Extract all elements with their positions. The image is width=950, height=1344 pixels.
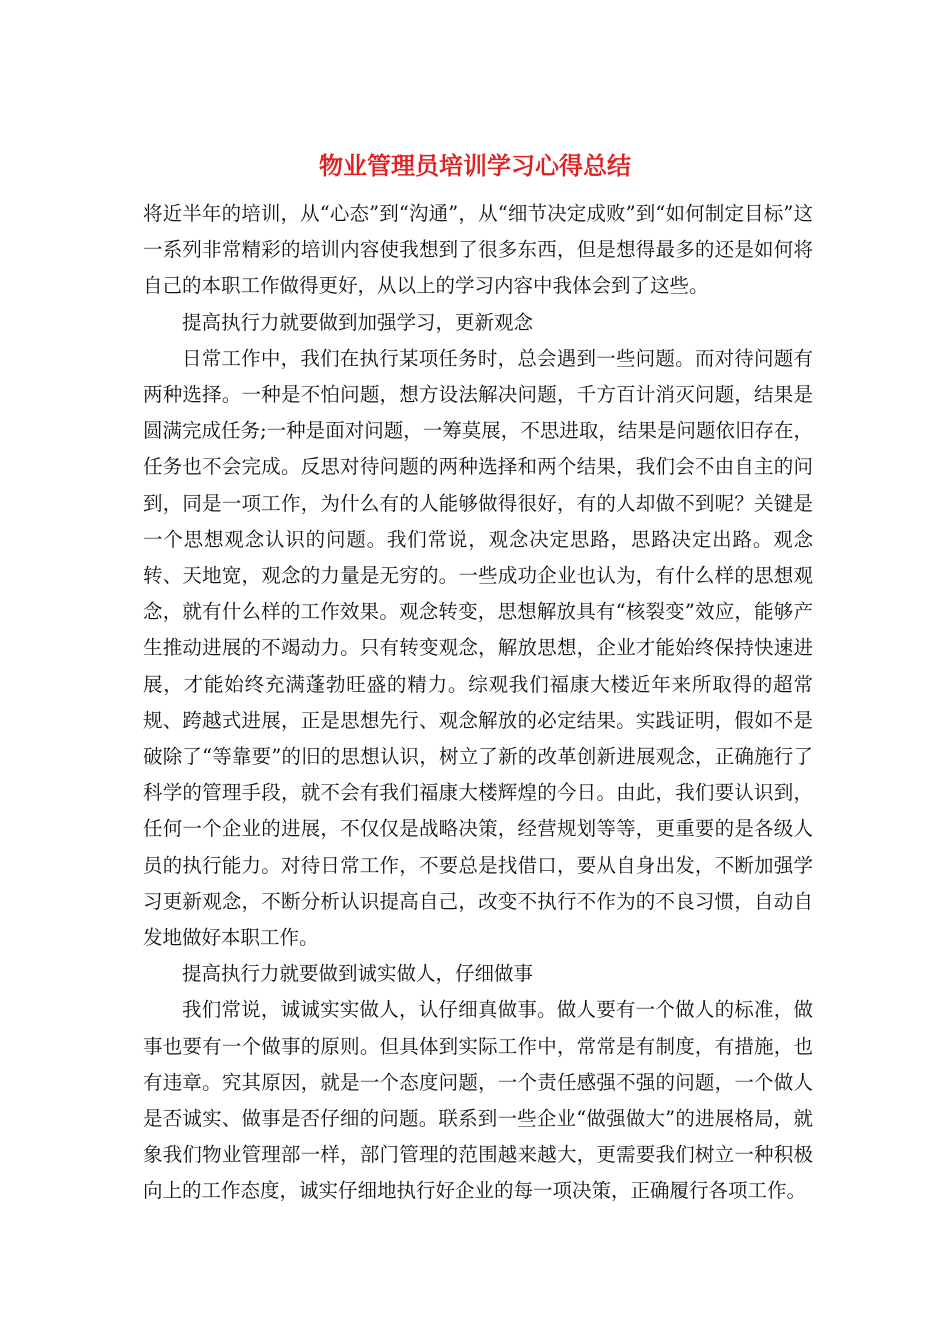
document-body xyxy=(143,196,813,1210)
body-paragraph-honesty: 我们常说，诚诚实实做人，认仔细真做事。做人要有一个做人的标准，做事也要有一个做事的原则。但具体到实际工作中，常常是有制度，有措施，也有违章。究其原因，就是一个态度问题，一个责任感强不强的问题，一个做人是否诚实、做事是否仔细的问题。联系到一些企业“做强做大”的进展格局，就象我们物业管理部一样，部门管理的范围越来越大，更需要我们树立一种积极向上的工作态度，诚实仔细地执行好企业的每一项决策，正确履行各项工作。 xyxy=(143,998,813,1203)
body-paragraph-learning: 日常工作中，我们在执行某项任务时，总会遇到一些问题。而对待问题有两种选择。一种是不怕问题，想方设法解决问题，千方百计消灭问题，结果是圆满完成任务;一种是面对问题，一筹莫展，不思进取，结果是问题依旧存在，任务也不会完成。反思对待问题的两种选择和两个结果，我们会不由自主的问到，同是一项工作，为什么有的人能够做得很好，有的人却做不到呢？关键是一个思想观念认识的问题。我们常说，观念决定思路，思路决定出路。观念转、天地宽，观念的力量是无穷的。一些成功企业也认为，有什么样的思想观念，就有什么样的工作效果。观念转变，思想解放具有“核裂变”效应，能够产生推动进展的不竭动力。只有转变观念，解放思想，企业才能始终保持快速进展，才能始终充满蓬勃旺盛的精力。综观我们福康大楼近年来所取得的超常规、跨越式进展，正是思想先行、观念解放的必定结果。实践证明，假如不是破除了“等靠要”的旧的思想认识，树立了新的改革创新进展观念，正确施行了科学的管理手段，就不会有我们福康大楼辉煌的今日。由此，我们要认识到，任何一个企业的进展，不仅仅是战略决策，经营规划等等，更重要的是各级人员的执行能力。对待日常工作，不要总是找借口，要从自身出发，不断加强学习更新观念，不断分析认识提高自己，改变不执行不作为的不良习惯，自动自发地做好本职工作。 xyxy=(143,346,813,950)
intro-paragraph: 将近半年的培训，从“心态”到“沟通”，从“细节决定成败”到“如何制定目标”这一系列非常精彩的培训内容使我想到了很多东西，但是想得最多的还是如何将自己的本职工作做得更好，从以上的学习内容中我体会到了这些。 xyxy=(143,202,813,298)
section-heading-learning: 提高执行力就要做到加强学习，更新观念 xyxy=(182,310,534,334)
section-heading-honesty: 提高执行力就要做到诚实做人，仔细做事 xyxy=(182,962,534,986)
document-title: 物业管理员培训学习心得总结 xyxy=(319,151,631,180)
